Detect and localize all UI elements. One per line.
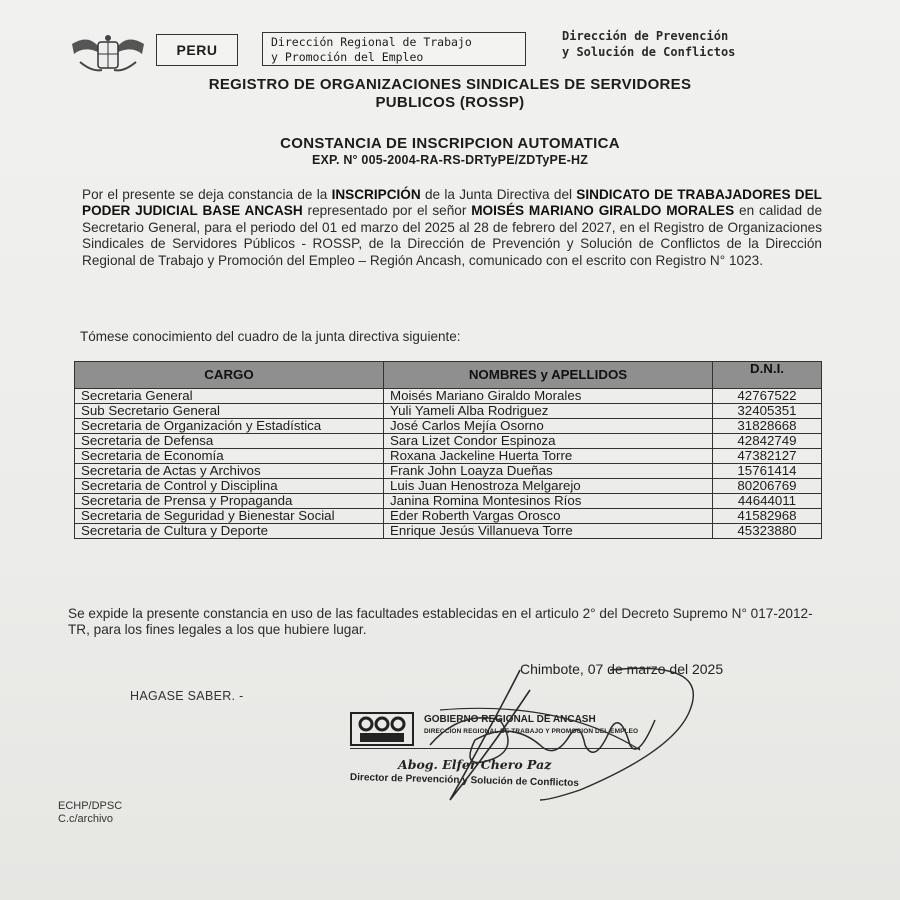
header-nombres: NOMBRES y APELLIDOS xyxy=(384,362,713,389)
body-text-span: Por el presente se deja constancia de la xyxy=(82,187,332,202)
cell-nombre: Moisés Mariano Giraldo Morales xyxy=(384,389,713,404)
cell-nombre: Janina Romina Montesinos Ríos xyxy=(384,494,713,509)
table-row xyxy=(75,434,822,449)
seal-line: GOBIERNO REGIONAL DE ANCASH xyxy=(424,714,596,725)
reference-line: C.c/archivo xyxy=(58,813,114,825)
direction-line: y Solución de Conflictos xyxy=(562,45,736,59)
closing-paragraph: Se expide la presente constancia en uso de las facultades establecidas en el articulo 2° del Decreto Supremo N° 017-2012-TR, para los fines legales a los que hubiere lugar. xyxy=(68,606,813,637)
cell-dni: 42767522 xyxy=(713,389,822,404)
seal-text xyxy=(424,714,638,738)
cell-nombre: Roxana Jackeline Huerta Torre xyxy=(384,449,713,464)
cell-dni: 44644011 xyxy=(713,494,822,509)
body-text-span: de la Junta Directiva del xyxy=(420,187,577,202)
date-line: Chimbote, 07 de marzo del 2025 xyxy=(520,661,724,677)
cell-dni: 45323880 xyxy=(713,524,822,539)
direction-line: Dirección de Prevención xyxy=(562,29,729,43)
union-name: SINDICATO DE TRABAJADORES DEL PODER JUDICIAL BASE ANCASH xyxy=(82,187,822,219)
cell-nombre: Sara Lizet Condor Espinoza xyxy=(384,434,713,449)
hagase-saber: HAGASE SABER. - xyxy=(130,689,244,703)
signer-name: Abog. Elfer Chero Paz xyxy=(398,757,552,772)
regional-office-box xyxy=(262,32,526,66)
registry-line: PUBLICOS (ROSSP) xyxy=(375,94,525,111)
coat-of-arms-icon xyxy=(68,32,148,78)
cell-dni: 42842749 xyxy=(713,434,822,449)
cell-cargo: Secretaria de Control y Disciplina xyxy=(75,479,384,494)
cell-cargo: Secretaria de Organización y Estadística xyxy=(75,419,384,434)
direction-heading xyxy=(562,28,792,60)
reference-line: ECHP/DPSC xyxy=(58,800,123,812)
cell-dni: 31828668 xyxy=(713,419,822,434)
table-row xyxy=(75,524,822,539)
header-dni: D.N.I. xyxy=(713,362,822,389)
cell-dni: 80206769 xyxy=(713,479,822,494)
country-box: PERU xyxy=(156,34,238,66)
certificate-title xyxy=(100,136,800,168)
table-row xyxy=(75,389,822,404)
registry-title xyxy=(100,76,800,112)
representative-name: MOISÉS MARIANO GIRALDO MORALES xyxy=(471,203,735,219)
cell-nombre: Luis Juan Henostroza Melgarejo xyxy=(384,479,713,494)
cell-cargo: Secretaria de Cultura y Deporte xyxy=(75,524,384,539)
registry-line: REGISTRO DE ORGANIZACIONES SINDICALES DE SERVIDORES xyxy=(208,76,692,93)
cell-dni: 41582968 xyxy=(713,509,822,524)
table-row xyxy=(75,449,822,464)
table-row xyxy=(75,404,822,419)
header-cargo: CARGO xyxy=(75,362,384,389)
cell-nombre: Yuli Yameli Alba Rodriguez xyxy=(384,404,713,419)
cell-cargo: Secretaria General xyxy=(75,389,384,404)
cell-cargo: Sub Secretario General xyxy=(75,404,384,419)
body-text-span: en calidad de Secretario General, para el periodo del 01 ed marzo del 2025 al 28 de febrero del 2027, en el Registro de Organizaciones Sindicales de Servidores Públicos - ROSSP, de la Dirección de Prevención y Solución de Conflictos de la Dirección Regional de Trabajo y Promoción del Empleo – Región Ancash, comunicado con el escrito con Registro N° 1023. xyxy=(82,203,823,268)
table-row xyxy=(75,464,822,479)
cell-cargo: Secretaria de Prensa y Propaganda xyxy=(75,494,384,509)
inscription-word: INSCRIPCIÓN xyxy=(331,187,421,202)
table-row xyxy=(75,509,822,524)
regional-government-logo-icon xyxy=(350,712,414,746)
signer-title: Director de Prevención y Solución de Conflictos xyxy=(349,772,580,789)
references xyxy=(58,800,122,826)
table-header-row xyxy=(75,362,822,389)
cell-cargo: Secretaria de Seguridad y Bienestar Social xyxy=(75,509,384,524)
cell-nombre: Enrique Jesús Villanueva Torre xyxy=(384,524,713,539)
certificate-heading: CONSTANCIA DE INSCRIPCION AUTOMATICA xyxy=(280,135,620,152)
cell-cargo: Secretaria de Economía xyxy=(75,449,384,464)
cell-dni: 47382127 xyxy=(713,449,822,464)
signature-line xyxy=(350,748,640,749)
table-row xyxy=(75,419,822,434)
regional-office-line: y Promoción del Empleo xyxy=(271,50,424,64)
cell-nombre: José Carlos Mejía Osorno xyxy=(384,419,713,434)
board-table xyxy=(74,361,822,539)
cell-nombre: Eder Roberth Vargas Orosco xyxy=(384,509,713,524)
table-intro: Tómese conocimiento del cuadro de la junta directiva siguiente: xyxy=(80,329,461,344)
cell-dni: 15761414 xyxy=(713,464,822,479)
body-text-span: representado por el señor xyxy=(302,203,472,219)
body-paragraph xyxy=(82,187,822,269)
regional-office-line: Dirección Regional de Trabajo xyxy=(271,35,472,49)
seal-line: DIRECCION REGIONAL DE TRABAJO Y PROMOCION DEL EMPLEO xyxy=(424,728,639,735)
cell-nombre: Frank John Loayza Dueñas xyxy=(384,464,713,479)
cell-cargo: Secretaria de Defensa xyxy=(75,434,384,449)
table-row xyxy=(75,479,822,494)
cell-cargo: Secretaria de Actas y Archivos xyxy=(75,464,384,479)
table-row xyxy=(75,494,822,509)
file-number: EXP. N° 005-2004-RA-RS-DRTyPE/ZDTyPE-HZ xyxy=(311,153,589,167)
cell-dni: 32405351 xyxy=(713,404,822,419)
